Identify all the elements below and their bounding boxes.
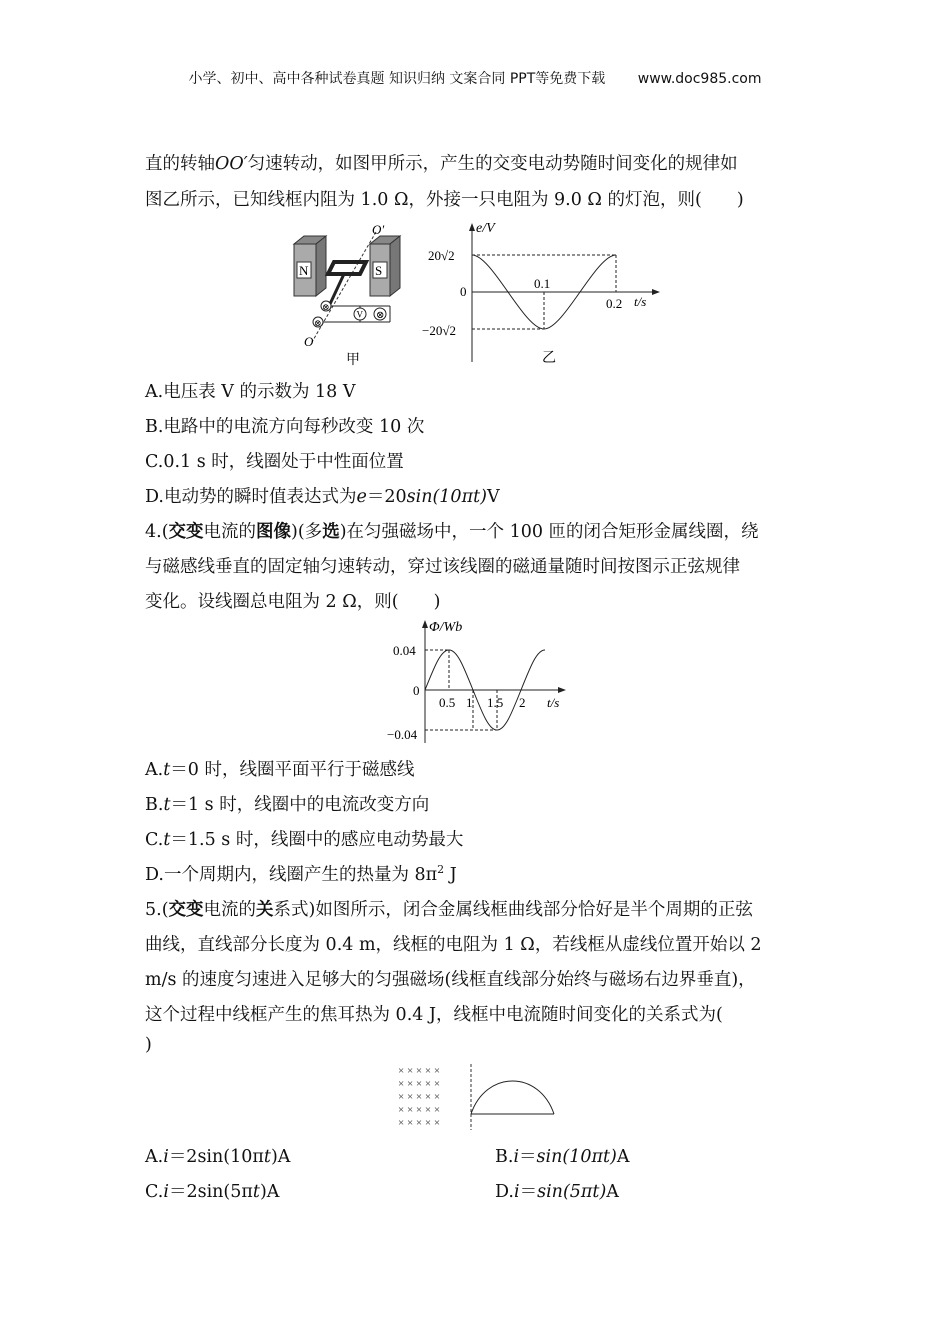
q5-option-d: D.i＝sin(5πt)A [495, 1182, 619, 1202]
generator-diagram [290, 222, 430, 370]
flux-zero: 0 [413, 683, 420, 698]
q5-line-1: 5.(交变电流的关系式)如图所示，闭合金属线框曲线部分恰好是半个周期的正弦 [145, 900, 753, 920]
label-n: N [299, 263, 309, 278]
svg-text:× × × × ×: × × × × × [398, 1065, 441, 1077]
q5-line-4: 这个过程中线框产生的焦耳热为 0.4 J，线框中电流随时间变化的关系式为( [145, 1005, 723, 1025]
frame-curve [471, 1081, 554, 1114]
q3-option-c: C.0.1 s 时，线圈处于中性面位置 [145, 452, 404, 472]
ybottom: −20√2 [422, 323, 456, 338]
svg-text:× × × × ×: × × × × × [398, 1078, 441, 1090]
header-text: 小学、初中、高中各种试卷真题 知识归纳 文案合同 PPT等免费下载 [188, 71, 606, 87]
magnetic-field-diagram [396, 1062, 560, 1132]
q4-option-d: D.一个周期内，线圈产生的热量为 $8\pi^2$ J [145, 863, 457, 885]
svg-text:× × × × ×: × × × × × [398, 1117, 441, 1129]
svg-text:⊗: ⊗ [314, 318, 322, 328]
q3-option-d: D.电动势的瞬时值表达式为e＝20sin(10πt)V [145, 487, 500, 507]
q3-option-b: B.电路中的电流方向每秒改变 10 次 [145, 417, 425, 437]
caption-yi: 乙 [542, 351, 556, 366]
svg-text:V: V [356, 309, 363, 320]
tick-0-2: 0.2 [606, 296, 623, 311]
q3-option-a: A.电压表 V 的示数为 18 V [145, 382, 356, 402]
svg-text:⊗: ⊗ [376, 310, 385, 321]
q4-option-a: A.t＝0 时，线圈平面平行于磁感线 [145, 760, 415, 780]
q4-line-3: 变化。设线圈总电阻为 2 Ω，则( ) [145, 592, 441, 612]
svg-text:⊗: ⊗ [322, 302, 330, 312]
flux-ybottom: −0.04 [387, 727, 418, 742]
flux-xlabel: t/s [547, 695, 560, 710]
tick-0-1: 0.1 [534, 276, 551, 291]
q4-option-c: C.t＝1.5 s 时，线圈中的感应电动势最大 [145, 830, 464, 850]
flux-tick-1-5: 1.5 [487, 695, 504, 710]
flux-ylabel: Φ/Wb [429, 620, 463, 635]
caption-jia: 甲 [346, 353, 360, 368]
q5-option-a: A.i＝2sin(10πt)A [145, 1147, 291, 1167]
label-o: O [304, 334, 314, 349]
flux-tick-2: 2 [519, 695, 526, 710]
q5-option-c: C.i＝2sin(5πt)A [145, 1182, 280, 1202]
q4-option-b: B.t＝1 s 时，线圈中的电流改变方向 [145, 795, 430, 815]
flux-tick-1: 1 [466, 695, 473, 710]
svg-text:× × × × ×: × × × × × [398, 1104, 441, 1116]
q3-line-1: 直的转轴OO′匀速转动，如图甲所示，产生的交变电动势随时间变化的规律如 [145, 154, 738, 174]
page-header [0, 68, 950, 88]
ytop: 20√2 [428, 248, 455, 263]
q4-line-1: 4.(交变电流的图像)(多选)在匀强磁场中，一个 100 匝的闭合矩形金属线圈，绕 [145, 522, 759, 542]
flux-tick-0-5: 0.5 [439, 695, 456, 710]
q5-line-2: 曲线，直线部分长度为 0.4 m，线框的电阻为 1 Ω，若线框从虚线位置开始以 2 [145, 935, 762, 955]
q3-line-2: 图乙所示，已知线框内阻为 1.0 Ω，外接一只电阻为 9.0 Ω 的灯泡，则( ) [145, 190, 744, 210]
flux-ytop: 0.04 [393, 643, 416, 658]
zero: 0 [460, 284, 467, 299]
label-s: S [375, 263, 383, 278]
q5-line-3: m/s 的速度匀速进入足够大的匀强磁场(线框直线部分始终与磁场右边界垂直)， [145, 970, 756, 990]
q5-option-b: B.i＝sin(10πt)A [495, 1147, 630, 1167]
svg-text:× × × × ×: × × × × × [398, 1091, 441, 1103]
xlabel: t/s [634, 294, 647, 309]
ylabel: e/V [476, 221, 495, 236]
flux-graph [385, 615, 575, 745]
emf-graph [420, 218, 670, 368]
q5-line-5: ) [145, 1035, 152, 1055]
header-url[interactable]: www.doc985.com [637, 71, 762, 87]
field-crosses [398, 1065, 440, 1129]
label-o-prime: O′ [372, 222, 385, 237]
q4-line-2: 与磁感线垂直的固定轴匀速转动，穿过该线圈的磁通量随时间按图示正弦规律 [145, 557, 740, 577]
